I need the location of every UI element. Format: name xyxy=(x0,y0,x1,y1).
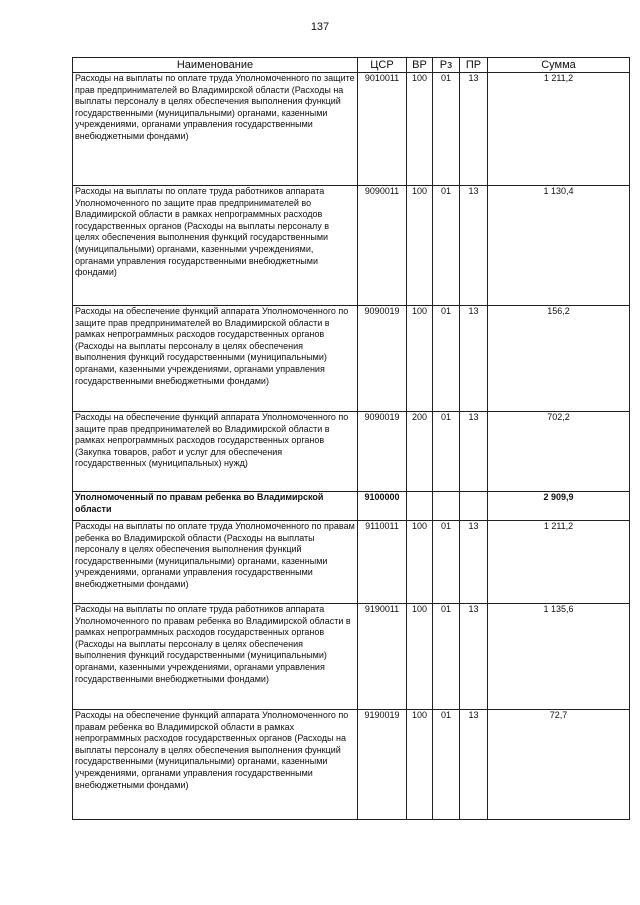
row-rz: 01 xyxy=(433,710,460,820)
row-pr: 13 xyxy=(460,186,488,306)
row-vr: 100 xyxy=(407,306,433,412)
row-pr: 13 xyxy=(460,412,488,492)
row-name: Расходы на выплаты по оплате труда Уполномоченного по защите прав предпринимателей во Владимирской области (Расходы на выплаты персоналу в целях обеспечения выполнения функций государственными (муниципальными) органами, казенными учреждениями, органами управления государственными внебюджетными фондами) xyxy=(73,73,358,186)
row-name: Уполномоченный по правам ребенка во Владимирской области xyxy=(73,492,358,521)
row-vr xyxy=(407,492,433,521)
row-sum: 1 130,4 xyxy=(488,186,630,306)
row-name: Расходы на выплаты по оплате труда работников аппарата Уполномоченного по защите прав предпринимателей во Владимирской области в рамках непрограммных расходов государственных органов (Расходы на выплаты персоналу в целях обеспечения выполнения функций государственными (муниципальными) органами, казенными учреждениями, органами управления государственными внебюджетными фондами) xyxy=(73,186,358,306)
table-row xyxy=(73,306,630,412)
row-csr: 9090019 xyxy=(358,306,407,412)
row-csr: 9110011 xyxy=(358,521,407,604)
row-sum: 1 135,6 xyxy=(488,604,630,710)
row-vr: 100 xyxy=(407,73,433,186)
row-name: Расходы на выплаты по оплате труда Уполномоченного по правам ребенка во Владимирской области (Расходы на выплаты персоналу в целях обеспечения выполнения функций государственными (муниципальными) органами, казенными учреждениями, органами управления государственными внебюджетными фондами) xyxy=(73,521,358,604)
row-pr: 13 xyxy=(460,73,488,186)
table-row xyxy=(73,412,630,492)
row-rz: 01 xyxy=(433,604,460,710)
row-pr: 13 xyxy=(460,521,488,604)
row-sum: 702,2 xyxy=(488,412,630,492)
table-row xyxy=(73,73,630,186)
row-sum: 1 211,2 xyxy=(488,521,630,604)
row-sum: 1 211,2 xyxy=(488,73,630,186)
row-vr: 100 xyxy=(407,521,433,604)
header-name: Наименование xyxy=(73,58,358,73)
table-row xyxy=(73,710,630,820)
row-rz: 01 xyxy=(433,73,460,186)
row-csr: 9090019 xyxy=(358,412,407,492)
table-header-row xyxy=(73,58,630,73)
row-vr: 100 xyxy=(407,604,433,710)
row-rz: 01 xyxy=(433,412,460,492)
row-rz: 01 xyxy=(433,186,460,306)
row-csr: 9090011 xyxy=(358,186,407,306)
table-row xyxy=(73,521,630,604)
row-name: Расходы на обеспечение функций аппарата Уполномоченного по правам ребенка во Владимирской области в рамках непрограммных расходов государственных органов (Расходы на выплаты персоналу в целях обеспечения выполнения функций государственными (муниципальными) органами, казенными учреждениями, органами управления государственными внебюджетными фондами) xyxy=(73,710,358,820)
row-pr xyxy=(460,492,488,521)
header-rz: Рз xyxy=(433,58,460,73)
row-pr: 13 xyxy=(460,604,488,710)
row-vr: 100 xyxy=(407,710,433,820)
row-vr: 200 xyxy=(407,412,433,492)
row-name: Расходы на обеспечение функций аппарата Уполномоченного по защите прав предпринимателей во Владимирской области в рамках непрограммных расходов государственных органов (Закупка товаров, работ и услуг для обеспечения государственных (муниципальных) нужд) xyxy=(73,412,358,492)
row-sum: 156,2 xyxy=(488,306,630,412)
header-csr: ЦСР xyxy=(358,58,407,73)
row-rz: 01 xyxy=(433,306,460,412)
row-pr: 13 xyxy=(460,306,488,412)
header-vr: ВР xyxy=(407,58,433,73)
table-row-section xyxy=(73,492,630,521)
row-name: Расходы на выплаты по оплате труда работников аппарата Уполномоченного по правам ребенка во Владимирской области в рамках непрограммных расходов государственных органов (Расходы на выплаты персоналу в целях обеспечения выполнения функций государственными (муниципальными) органами, казенными учреждениями, органами управления государственными внебюджетными фондами) xyxy=(73,604,358,710)
table-row xyxy=(73,186,630,306)
row-sum: 2 909,9 xyxy=(488,492,630,521)
budget-table xyxy=(72,57,630,820)
row-vr: 100 xyxy=(407,186,433,306)
row-csr: 9190019 xyxy=(358,710,407,820)
row-rz xyxy=(433,492,460,521)
row-sum: 72,7 xyxy=(488,710,630,820)
table-row xyxy=(73,604,630,710)
header-pr: ПР xyxy=(460,58,488,73)
row-rz: 01 xyxy=(433,521,460,604)
row-name: Расходы на обеспечение функций аппарата Уполномоченного по защите прав предпринимателей во Владимирской области в рамках непрограммных расходов государственных органов (Расходы на выплаты персоналу в целях обеспечения выполнения функций государственными (муниципальными) органами, казенными учреждениями, органами управления государственными внебюджетными фондами) xyxy=(73,306,358,412)
row-csr: 9190011 xyxy=(358,604,407,710)
row-pr: 13 xyxy=(460,710,488,820)
page-number: 137 xyxy=(310,21,330,33)
header-sum: Сумма xyxy=(488,58,630,73)
row-csr: 9100000 xyxy=(358,492,407,521)
row-csr: 9010011 xyxy=(358,73,407,186)
